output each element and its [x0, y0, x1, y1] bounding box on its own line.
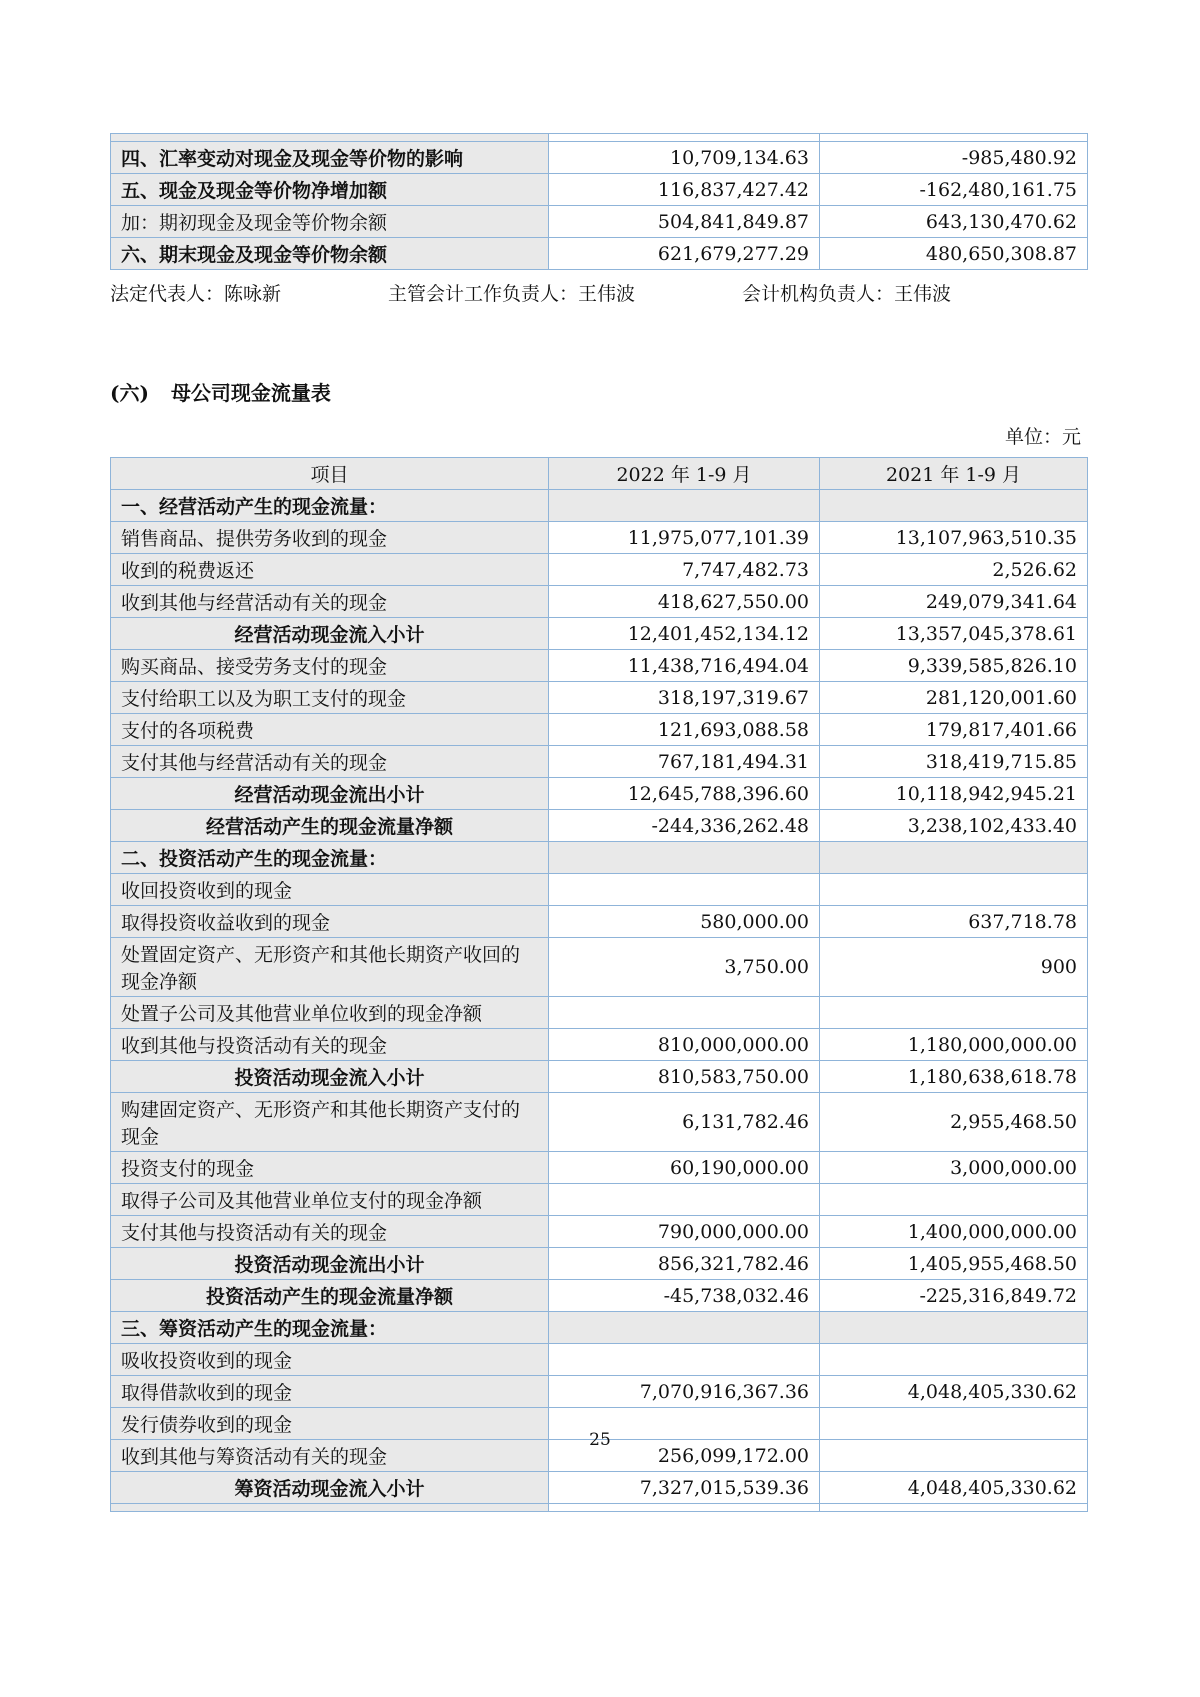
table-row: [111, 682, 1088, 714]
value-2022-cell: 7,747,482.73: [549, 554, 820, 586]
value-2022-cell: [549, 1344, 820, 1376]
value-2021-cell: [820, 490, 1088, 522]
table-row: [111, 1344, 1088, 1376]
legal-representative-label: 法定代表人：陈咏新: [110, 283, 282, 305]
accounting-org-head-label: 会计机构负责人：王伟波: [742, 283, 952, 305]
row-label-cell: 取得子公司及其他营业单位支付的现金净额: [111, 1184, 549, 1216]
value-2021-cell: -162,480,161.75: [820, 174, 1088, 206]
table-row: [111, 554, 1088, 586]
row-label-cell: 经营活动现金流入小计: [111, 618, 549, 650]
value-2022-cell: 504,841,849.87: [549, 206, 820, 238]
table-row: [111, 1472, 1088, 1504]
value-2021-cell: [820, 1184, 1088, 1216]
value-2021-cell: [820, 134, 1088, 142]
row-label-cell: 四、汇率变动对现金及现金等价物的影响: [111, 142, 549, 174]
row-label-cell: 经营活动现金流出小计: [111, 778, 549, 810]
row-label-cell: 投资支付的现金: [111, 1152, 549, 1184]
table-row: [111, 1248, 1088, 1280]
value-2022-cell: 6,131,782.46: [549, 1093, 820, 1152]
value-2022-cell: [549, 490, 820, 522]
value-2021-cell: 1,180,638,618.78: [820, 1061, 1088, 1093]
table-row: [111, 238, 1088, 270]
row-label-cell: 购买商品、接受劳务支付的现金: [111, 650, 549, 682]
value-2022-cell: [549, 1184, 820, 1216]
row-label-cell: 吸收投资收到的现金: [111, 1344, 549, 1376]
row-label-cell: 处置固定资产、无形资产和其他长期资产收回的现金净额: [111, 938, 549, 997]
table-row: [111, 906, 1088, 938]
table-row: [111, 586, 1088, 618]
value-2022-cell: [549, 1504, 820, 1512]
table-row: [111, 1184, 1088, 1216]
row-label-cell: 收到其他与经营活动有关的现金: [111, 586, 549, 618]
page-content: [110, 133, 1087, 1512]
value-2022-cell: 11,975,077,101.39: [549, 522, 820, 554]
row-label-cell: 六、期末现金及现金等价物余额: [111, 238, 549, 270]
table-row: [111, 842, 1088, 874]
value-2022-cell: 12,401,452,134.12: [549, 618, 820, 650]
value-2021-cell: [820, 1312, 1088, 1344]
value-2022-cell: -244,336,262.48: [549, 810, 820, 842]
parent-company-cashflow-table: [110, 457, 1088, 1512]
value-2021-cell: 4,048,405,330.62: [820, 1472, 1088, 1504]
value-2021-cell: 9,339,585,826.10: [820, 650, 1088, 682]
value-2021-cell: [820, 997, 1088, 1029]
table-row: [111, 650, 1088, 682]
value-2022-cell: 256,099,172.00: [549, 1440, 820, 1472]
value-2022-cell: 810,000,000.00: [549, 1029, 820, 1061]
value-2021-cell: 1,405,955,468.50: [820, 1248, 1088, 1280]
cash-equivalents-summary-table: [110, 133, 1088, 270]
row-label-cell: 支付其他与经营活动有关的现金: [111, 746, 549, 778]
table-row: [111, 1312, 1088, 1344]
section-title: 母公司现金流量表: [170, 381, 331, 405]
header-2021: 2021 年 1-9 月: [820, 458, 1088, 490]
value-2022-cell: 116,837,427.42: [549, 174, 820, 206]
table-row: [111, 618, 1088, 650]
row-label-cell: 支付其他与投资活动有关的现金: [111, 1216, 549, 1248]
value-2022-cell: 621,679,277.29: [549, 238, 820, 270]
cutoff-row-bottom: [111, 1504, 1088, 1512]
row-label-cell: 支付给职工以及为职工支付的现金: [111, 682, 549, 714]
value-2022-cell: 7,070,916,367.36: [549, 1376, 820, 1408]
value-2022-cell: 318,197,319.67: [549, 682, 820, 714]
table-row: [111, 874, 1088, 906]
value-2021-cell: 3,238,102,433.40: [820, 810, 1088, 842]
value-2022-cell: [549, 874, 820, 906]
value-2021-cell: [820, 1504, 1088, 1512]
table-row: [111, 746, 1088, 778]
row-label-cell: 三、筹资活动产生的现金流量：: [111, 1312, 549, 1344]
row-label-cell: 收回投资收到的现金: [111, 874, 549, 906]
value-2022-cell: [549, 997, 820, 1029]
row-label-cell: 经营活动产生的现金流量净额: [111, 810, 549, 842]
section-number: (六): [110, 381, 149, 405]
value-2022-cell: [549, 134, 820, 142]
row-label-cell: 收到其他与筹资活动有关的现金: [111, 1440, 549, 1472]
value-2021-cell: 4,048,405,330.62: [820, 1376, 1088, 1408]
value-2021-cell: -985,480.92: [820, 142, 1088, 174]
table-row: [111, 1152, 1088, 1184]
row-label-cell: 取得投资收益收到的现金: [111, 906, 549, 938]
table-row: [111, 1280, 1088, 1312]
table-row: [111, 522, 1088, 554]
value-2022-cell: [549, 842, 820, 874]
value-2021-cell: 1,400,000,000.00: [820, 1216, 1088, 1248]
value-2021-cell: 318,419,715.85: [820, 746, 1088, 778]
row-label-cell: 支付的各项税费: [111, 714, 549, 746]
row-label-cell: 投资活动现金流出小计: [111, 1248, 549, 1280]
row-label-cell: 销售商品、提供劳务收到的现金: [111, 522, 549, 554]
value-2022-cell: 60,190,000.00: [549, 1152, 820, 1184]
table-row: [111, 714, 1088, 746]
value-2021-cell: 637,718.78: [820, 906, 1088, 938]
value-2021-cell: 1,180,000,000.00: [820, 1029, 1088, 1061]
row-label-cell: 二、投资活动产生的现金流量：: [111, 842, 549, 874]
table-row: [111, 778, 1088, 810]
row-label-cell: 加：期初现金及现金等价物余额: [111, 206, 549, 238]
value-2021-cell: 13,357,045,378.61: [820, 618, 1088, 650]
table-row: [111, 174, 1088, 206]
table-row: [111, 997, 1088, 1029]
table-row: [111, 1029, 1088, 1061]
value-2022-cell: 856,321,782.46: [549, 1248, 820, 1280]
value-2021-cell: 3,000,000.00: [820, 1152, 1088, 1184]
value-2021-cell: 643,130,470.62: [820, 206, 1088, 238]
row-label-cell: 取得借款收到的现金: [111, 1376, 549, 1408]
unit-label: 单位：元: [1004, 426, 1081, 448]
value-2021-cell: 2,526.62: [820, 554, 1088, 586]
row-label-cell: 处置子公司及其他营业单位收到的现金净额: [111, 997, 549, 1029]
row-label-cell: 一、经营活动产生的现金流量：: [111, 490, 549, 522]
value-2022-cell: 7,327,015,539.36: [549, 1472, 820, 1504]
value-2022-cell: 810,583,750.00: [549, 1061, 820, 1093]
row-label-cell: 五、现金及现金等价物净增加额: [111, 174, 549, 206]
table-row: [111, 142, 1088, 174]
signature-line: [110, 279, 1087, 303]
table-row: [111, 1216, 1088, 1248]
value-2021-cell: [820, 842, 1088, 874]
value-2021-cell: [820, 874, 1088, 906]
value-2021-cell: 2,955,468.50: [820, 1093, 1088, 1152]
value-2021-cell: [820, 1344, 1088, 1376]
value-2021-cell: 249,079,341.64: [820, 586, 1088, 618]
page-number: 25: [589, 1430, 611, 1450]
row-label-cell: 投资活动产生的现金流量净额: [111, 1280, 549, 1312]
table-row: [111, 490, 1088, 522]
section-heading: [110, 377, 1087, 406]
row-label-cell: 投资活动现金流入小计: [111, 1061, 549, 1093]
value-2022-cell: 790,000,000.00: [549, 1216, 820, 1248]
chief-accountant-label: 主管会计工作负责人：王伟波: [388, 283, 636, 305]
table-row: [111, 938, 1088, 997]
row-label-cell: 发行债券收到的现金: [111, 1408, 549, 1440]
value-2022-cell: 10,709,134.63: [549, 142, 820, 174]
table-row: [111, 1376, 1088, 1408]
row-label-cell: 收到其他与投资活动有关的现金: [111, 1029, 549, 1061]
value-2021-cell: 281,120,001.60: [820, 682, 1088, 714]
row-label-cell: 购建固定资产、无形资产和其他长期资产支付的现金: [111, 1093, 549, 1152]
value-2021-cell: 10,118,942,945.21: [820, 778, 1088, 810]
value-2022-cell: 580,000.00: [549, 906, 820, 938]
value-2022-cell: 11,438,716,494.04: [549, 650, 820, 682]
value-2021-cell: 480,650,308.87: [820, 238, 1088, 270]
value-2022-cell: 121,693,088.58: [549, 714, 820, 746]
table-row: [111, 810, 1088, 842]
value-2021-cell: -225,316,849.72: [820, 1280, 1088, 1312]
row-label-cell: 筹资活动现金流入小计: [111, 1472, 549, 1504]
value-2021-cell: 900: [820, 938, 1088, 997]
header-2022: 2022 年 1-9 月: [549, 458, 820, 490]
value-2022-cell: 767,181,494.31: [549, 746, 820, 778]
value-2022-cell: 3,750.00: [549, 938, 820, 997]
row-label-cell: [111, 1504, 549, 1512]
table-row: [111, 206, 1088, 238]
value-2022-cell: -45,738,032.46: [549, 1280, 820, 1312]
header-item: 项目: [111, 458, 549, 490]
header-row: [111, 458, 1088, 490]
row-label-cell: 收到的税费返还: [111, 554, 549, 586]
row-label-cell: [111, 134, 549, 142]
value-2022-cell: 418,627,550.00: [549, 586, 820, 618]
cutoff-row-top: [111, 134, 1088, 142]
value-2021-cell: 179,817,401.66: [820, 714, 1088, 746]
value-2021-cell: 13,107,963,510.35: [820, 522, 1088, 554]
value-2022-cell: [549, 1312, 820, 1344]
table-row: [111, 1061, 1088, 1093]
table-row: [111, 1093, 1088, 1152]
value-2022-cell: 12,645,788,396.60: [549, 778, 820, 810]
